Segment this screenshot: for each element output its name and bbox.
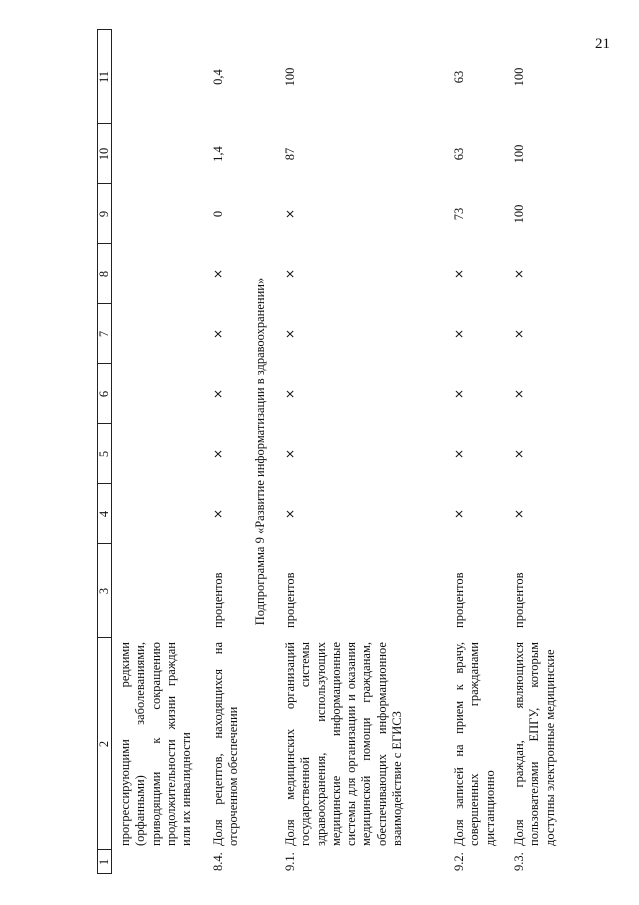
row-8-4-col7: × — [211, 328, 225, 340]
row-9-3-unit: процентов — [512, 572, 526, 628]
row-9-1-number: 9.1. — [283, 852, 297, 871]
row-9-2-col6: × — [452, 388, 466, 400]
row-9-1-col9: × — [283, 208, 297, 220]
row-9-2-indicator: Доля записей на прием к врачу, совершенных гражданами дистанционно — [452, 642, 497, 846]
row-9-1-unit: процентов — [283, 572, 297, 628]
continuation-indicator: прогрессирующими редкими (орфанными) заболеваниями, приводящими к сокращению продолжительности жизни граждан или их инвалидности — [118, 642, 194, 846]
row-9-2-number: 9.2. — [452, 852, 466, 871]
row-8-4-col11: 0,4 — [211, 69, 225, 85]
row-9-2-col4: × — [452, 508, 466, 520]
header-col-9: 9 — [97, 210, 111, 218]
row-9-3-col4: × — [512, 508, 526, 520]
row-9-3-number: 9.3. — [512, 852, 526, 871]
row-8-4-col9: 0 — [211, 210, 225, 218]
page-number: 21 — [595, 36, 610, 52]
row-8-4-col10: 1,4 — [211, 146, 225, 162]
row-9-3-col9: 100 — [512, 204, 526, 224]
row-9-1-col11: 100 — [283, 67, 297, 87]
header-col-8: 8 — [97, 270, 111, 278]
row-9-1-col8: × — [283, 268, 297, 280]
header-col-4: 4 — [97, 510, 111, 518]
header-col-5: 5 — [97, 450, 111, 458]
row-9-2-col7: × — [452, 328, 466, 340]
row-9-3-indicator: Доля граждан, являющихся пользователями ЕПГУ, которым доступны электронные медицинские — [512, 642, 557, 846]
header-col-1: 1 — [97, 858, 111, 866]
row-8-4-indicator: Доля рецептов, находящихся на отсроченном обеспечении — [211, 642, 241, 846]
row-9-2-col5: × — [452, 448, 466, 460]
row-9-2-col10: 63 — [452, 147, 466, 161]
row-8-4-col6: × — [211, 388, 225, 400]
rotated-table-sheet — [27, 29, 569, 874]
header-col-3: 3 — [97, 587, 111, 595]
row-9-3-col10: 100 — [512, 144, 526, 164]
row-9-3-col5: × — [512, 448, 526, 460]
row-8-4-col8: × — [211, 268, 225, 280]
row-9-2-unit: процентов — [452, 572, 466, 628]
header-col-2: 2 — [97, 740, 111, 748]
row-9-1-col10: 87 — [283, 147, 297, 161]
row-8-4-col4: × — [211, 508, 225, 520]
row-9-2-col9: 73 — [452, 207, 466, 221]
row-9-2-col8: × — [452, 268, 466, 280]
header-col-11: 11 — [97, 70, 111, 84]
row-9-3-col8: × — [512, 268, 526, 280]
row-8-4-number: 8.4. — [211, 852, 225, 871]
header-col-10: 10 — [97, 147, 111, 161]
subprogram-heading: Подпрограмма 9 «Развитие информатизации в здравоохранении» — [253, 277, 267, 626]
row-9-1-col4: × — [283, 508, 297, 520]
row-9-3-col6: × — [512, 388, 526, 400]
row-9-3-col7: × — [512, 328, 526, 340]
row-9-2-col11: 63 — [452, 70, 466, 84]
row-9-3-col11: 100 — [512, 67, 526, 87]
header-col-6: 6 — [97, 390, 111, 398]
row-9-1-col5: × — [283, 448, 297, 460]
row-9-1-col7: × — [283, 328, 297, 340]
row-9-1-indicator: Доля медицинских организаций государственной системы здравоохранения, использующих медицинские информационные системы для организации и оказания медицинской помощи гражданам, обеспечивающих информационное взаимодействие с ЕГИСЗ — [283, 642, 405, 846]
header-col-7: 7 — [97, 330, 111, 338]
row-8-4-unit: процентов — [211, 572, 225, 628]
row-8-4-col5: × — [211, 448, 225, 460]
row-9-1-col6: × — [283, 388, 297, 400]
